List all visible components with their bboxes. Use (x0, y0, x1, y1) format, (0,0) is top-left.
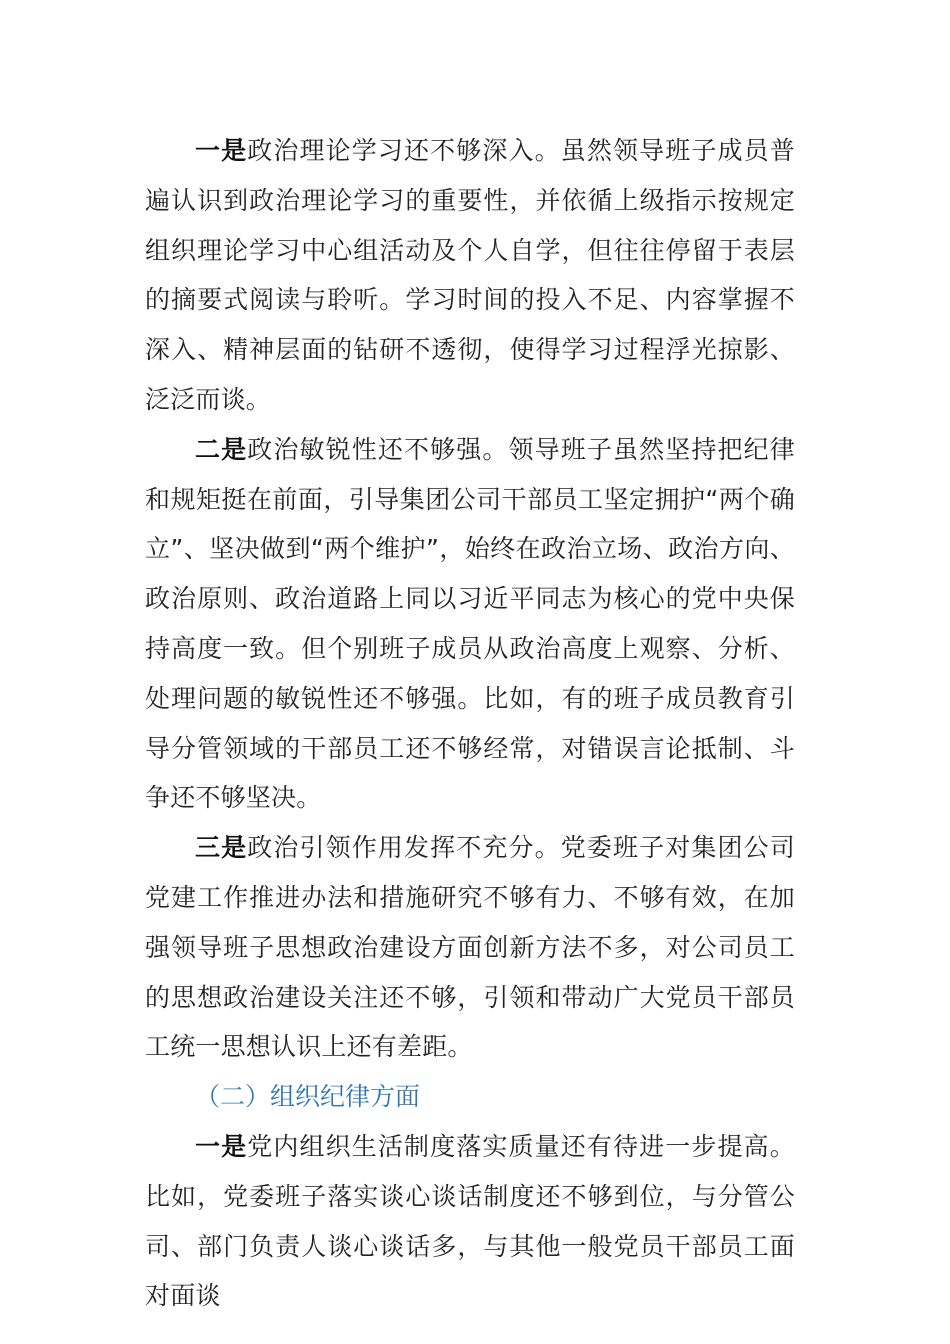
paragraph-text: 政治理论学习还不够深入。虽然领导班子成员普遍认识到政治理论学习的重要性，并依循上级指示按规定组织理论学习中心组活动及个人自学，但往往停留于表层的摘要式阅读与聆听。学习时间的投入不足、内容掌握不深入、精神层面的钻研不透彻，使得学习过程浮光掠影、泛泛而谈。 (145, 136, 796, 414)
paragraph-text: 政治引领作用发挥不充分。党委班子对集团公司党建工作推进办法和措施研究不够有力、不够有效，在加强领导班子思想政治建设方面创新方法不多，对公司员工的思想政治建设关注还不够，引领和带动广大党员干部员工统一思想认识上还有差距。 (145, 833, 796, 1062)
paragraph-text: 党内组织生活制度落实质量还有待进一步提高。比如，党委班子落实谈心谈话制度还不够到位，与分管公司、部门负责人谈心谈话多，与其他一般党员干部员工面对面谈 (145, 1131, 796, 1311)
paragraph-lead: 三是 (195, 833, 248, 863)
paragraph-text: 政治敏锐性还不够强。领导班子虽然坚持把纪律和规矩挺在前面，引导集团公司干部员工坚定拥护“两个确立”、坚决做到“两个维护”，始终在政治立场、政治方向、政治原则、政治道路上同以习近平同志为核心的党中央保持高度一致。但个别班子成员从政治高度上观察、分析、处理问题的敏锐性还不够强。比如，有的班子成员教育引导分管领域的干部员工还不够经常，对错误言论抵制、斗争还不够坚决。 (145, 434, 796, 813)
paragraph-organization-life (145, 1122, 795, 1321)
paragraph-political-leadership (145, 823, 795, 1072)
paragraph-political-sensitivity (145, 425, 795, 823)
paragraph-lead: 一是 (195, 1131, 248, 1161)
paragraph-lead: 二是 (195, 434, 248, 464)
document-body (145, 126, 795, 1321)
paragraph-political-theory (145, 126, 795, 425)
section-heading-organization-discipline: （二）组织纪律方面 (195, 1082, 421, 1112)
paragraph-lead: 一是 (195, 136, 248, 165)
